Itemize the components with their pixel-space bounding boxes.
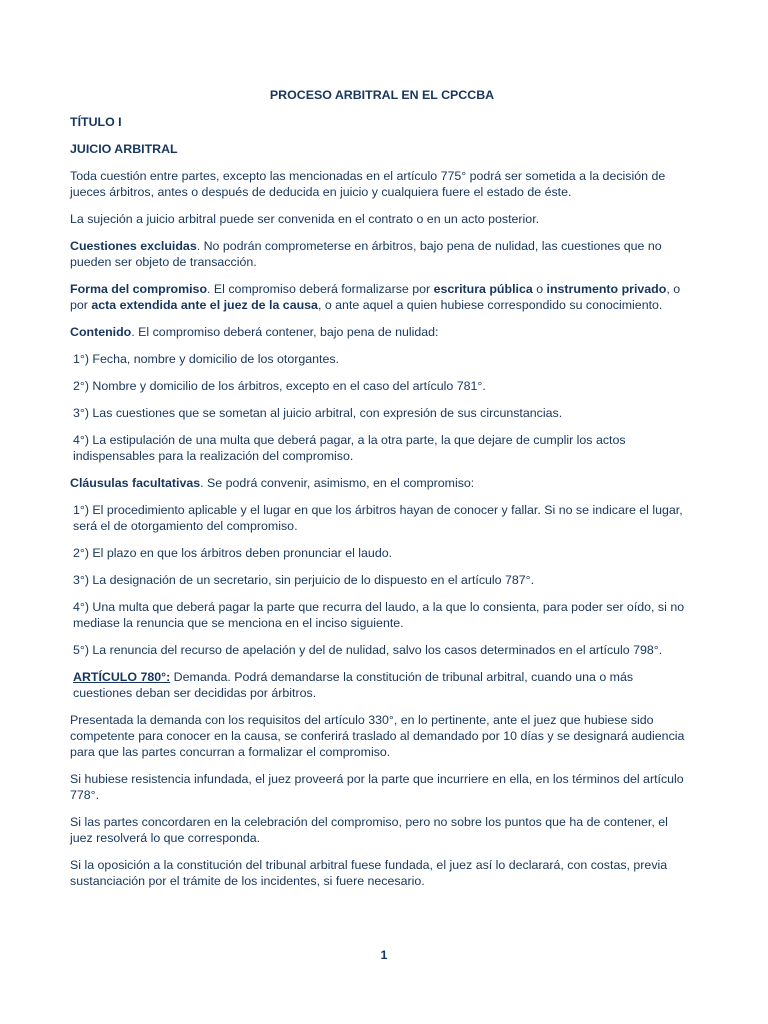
- forma-bold-2: instrumento privado: [546, 282, 667, 296]
- document-title: PROCESO ARBITRAL EN EL CPCCBA: [269, 88, 495, 102]
- forma-bold-3: acta extendida ante el juez de la causa: [91, 298, 318, 312]
- document-page: [70, 87, 694, 900]
- paragraph-clausulas: [70, 475, 694, 491]
- juicio-heading: JUICIO ARBITRAL: [70, 142, 178, 156]
- cuestiones-term: Cuestiones excluidas: [70, 239, 197, 253]
- articulo-label: ARTÍCULO 780°:: [73, 670, 171, 684]
- forma-text-1: . El compromiso deberá formalizarse por: [207, 282, 434, 296]
- contenido-text: . El compromiso deberá contener, bajo pena de nulidad:: [131, 325, 439, 339]
- paragraph-2: La sujeción a juicio arbitral puede ser convenida en el contrato o en un acto posterior.: [70, 212, 540, 226]
- paragraph-concordaren: Si las partes concordaren en la celebración del compromiso, pero no sobre los puntos que ha de contener, el juez resolverá lo que corresponda.: [70, 815, 668, 845]
- paragraph-contenido: [70, 324, 694, 340]
- clausulas-text: . Se podrá convenir, asimismo, en el compromiso:: [200, 476, 475, 490]
- clausulas-item-1: 1°) El procedimiento aplicable y el lugar en que los árbitros hayan de conocer y fallar. Si no se indicare el lugar, será el de otorgamiento del compromiso.: [73, 503, 683, 533]
- paragraph-resistencia: Si hubiese resistencia infundada, el juez proveerá por la parte que incurriere en ella, en los términos del artículo 778°.: [70, 772, 684, 802]
- paragraph-forma: [70, 281, 694, 313]
- articulo-text: Demanda. Podrá demandarse la constitución de tribunal arbitral, cuando una o más cuestiones deban ser decididas por árbitros.: [73, 670, 634, 700]
- forma-text-2: o: [532, 282, 547, 296]
- paragraph-oposicion: Si la oposición a la constitución del tribunal arbitral fuese fundada, el juez así lo declarará, con costas, previa sustanciación por el trámite de los incidentes, si fuere necesario.: [70, 858, 668, 888]
- titulo-heading: TÍTULO I: [70, 115, 122, 129]
- paragraph-1: Toda cuestión entre partes, excepto las mencionadas en el artículo 775° podrá ser sometida a la decisión de jueces árbitros, antes o después de deducida en juicio y cualquiera fuere el estado de éste.: [70, 169, 666, 199]
- paragraph-articulo-780: [70, 669, 694, 701]
- clausulas-item-3: 3°) La designación de un secretario, sin perjuicio de lo dispuesto en el artículo 787°.: [73, 573, 535, 587]
- forma-text-4: , o ante aquel a quien hubiese correspondido su conocimiento.: [317, 298, 663, 312]
- forma-term: Forma del compromiso: [70, 282, 208, 296]
- clausulas-item-5: 5°) La renuncia del recurso de apelación y del de nulidad, salvo los casos determinados en el artículo 798°.: [73, 643, 663, 657]
- contenido-item-1: 1°) Fecha, nombre y domicilio de los otorgantes.: [73, 352, 339, 366]
- contenido-term: Contenido: [70, 325, 132, 339]
- forma-bold-1: escritura pública: [433, 282, 533, 296]
- clausulas-item-2: 2°) El plazo en que los árbitros deben pronunciar el laudo.: [73, 546, 393, 560]
- contenido-item-3: 3°) Las cuestiones que se sometan al juicio arbitral, con expresión de sus circunstancias.: [73, 406, 563, 420]
- page-number: 1: [380, 948, 388, 962]
- contenido-item-4: 4°) La estipulación de una multa que deberá pagar, a la otra parte, la que dejare de cumplir los actos indispensables para la realización del compromiso.: [73, 433, 626, 463]
- contenido-item-2: 2°) Nombre y domicilio de los árbitros, excepto en el caso del artículo 781°.: [73, 379, 486, 393]
- cuestiones-text: . No podrán comprometerse en árbitros, bajo pena de nulidad, las cuestiones que no pueden ser objeto de transacción.: [70, 239, 662, 269]
- forma-text-3: , o por: [70, 282, 681, 312]
- paragraph-presentada: Presentada la demanda con los requisitos del artículo 330°, en lo pertinente, ante el juez que hubiese sido competente para conocer en la causa, se conferirá traslado al demandado por 10 días y se designará audiencia para que las partes concurran a formalizar el compromiso.: [70, 713, 685, 759]
- clausulas-term: Cláusulas facultativas: [70, 476, 201, 490]
- paragraph-cuestiones: [70, 238, 694, 270]
- clausulas-item-4: 4°) Una multa que deberá pagar la parte que recurra del laudo, a la que lo consienta, para poder ser oído, si no mediase la renuncia que se menciona en el inciso siguiente.: [73, 600, 685, 630]
